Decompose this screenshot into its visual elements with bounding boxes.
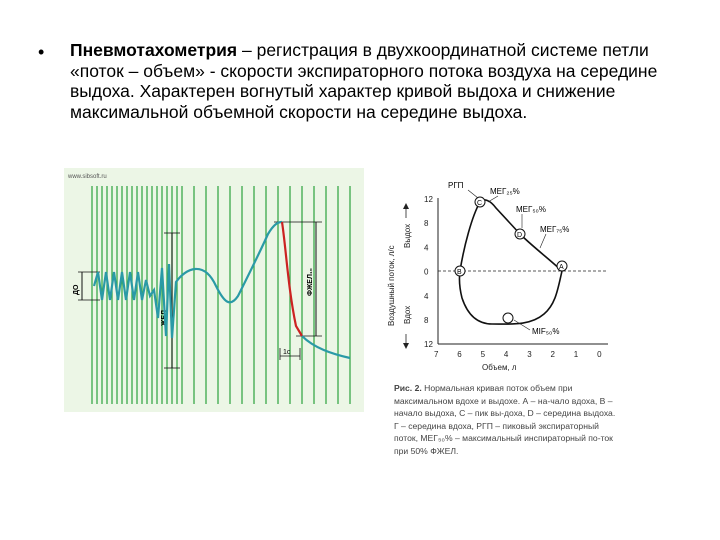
y-tick-label: 4 [424, 291, 429, 301]
exhale-label: Выдох [403, 223, 412, 248]
one-sec-label: 1с [283, 349, 291, 356]
x-tick-label: 2 [550, 350, 555, 359]
mef75-label: МЕГ₇₅% [540, 225, 570, 234]
x-tick-label: 5 [480, 350, 486, 359]
bullet-marker: • [38, 42, 45, 62]
y-axis-label: Воздушный поток, л/с [387, 245, 396, 326]
mef50-label: МЕГ₅₀% [516, 205, 546, 214]
mif50-label: МIF₅₀% [532, 327, 560, 336]
inhale-label: Вдох [403, 305, 412, 324]
fzhel-label: ФЖЕЛ₁₀ [307, 268, 314, 296]
watermark-text: www.sibsoft.ru [68, 174, 107, 180]
mef25-label: МЕГ₂₅% [490, 187, 520, 196]
rgp-label: РГП [448, 181, 464, 190]
spirogram-svg [64, 168, 364, 412]
paragraph [70, 40, 700, 122]
x-tick-label: 4 [503, 350, 509, 359]
spirogram-figure [64, 168, 364, 412]
y-tick-label: 12 [424, 340, 433, 350]
flow-volume-loop [459, 200, 562, 324]
flow-volume-svg [372, 176, 618, 376]
y-tick-label: 8 [424, 219, 429, 229]
point-b: B [457, 269, 462, 276]
y-tick-label: 0 [424, 267, 429, 277]
y-tick-label: 4 [424, 243, 429, 253]
zhel-label: ЖЕЛ [161, 310, 168, 326]
forced-expiration-trace [282, 222, 302, 336]
x-tick-labels [434, 350, 602, 359]
x-tick-label: 6 [457, 350, 462, 359]
definition: – регистрация в двухкоординатной системе петли «поток – объем» - скорости экспираторного потока воздуха на середине выдоха. Характерен вогнутый характер кривой выдоха и снижение максимальной объемной скорости на середине выдоха. [70, 40, 658, 122]
point-a: A [559, 264, 564, 271]
x-tick-label: 1 [573, 350, 579, 359]
x-tick-label: 7 [434, 350, 439, 359]
point-d: D [517, 232, 523, 239]
y-tick-label: 8 [424, 316, 429, 325]
flow-volume-figure [372, 176, 618, 472]
term: Пневмотахометрия [70, 40, 238, 60]
x-axis-label: Объем, л [482, 363, 517, 372]
y-tick-labels [424, 195, 433, 349]
y-tick-label: 12 [424, 195, 433, 204]
figure-caption: Рис. 2. Нормальная кривая поток объем при максимальном вдохе и выдохе. А – на-чало вдоха, В – начало выдоха, С – пик вы-доха, D – середина выдоха. Г – середина вдоха, РГП – пиковый экспираторный поток, МЕГ₅₀% – максимальный инспираторный по-ток при 50% ФЖЕЛ. [394, 383, 616, 456]
x-tick-label: 3 [527, 350, 532, 359]
do-label: ДО [73, 284, 80, 295]
x-tick-label: 0 [597, 350, 602, 359]
point-c: C [477, 200, 483, 207]
